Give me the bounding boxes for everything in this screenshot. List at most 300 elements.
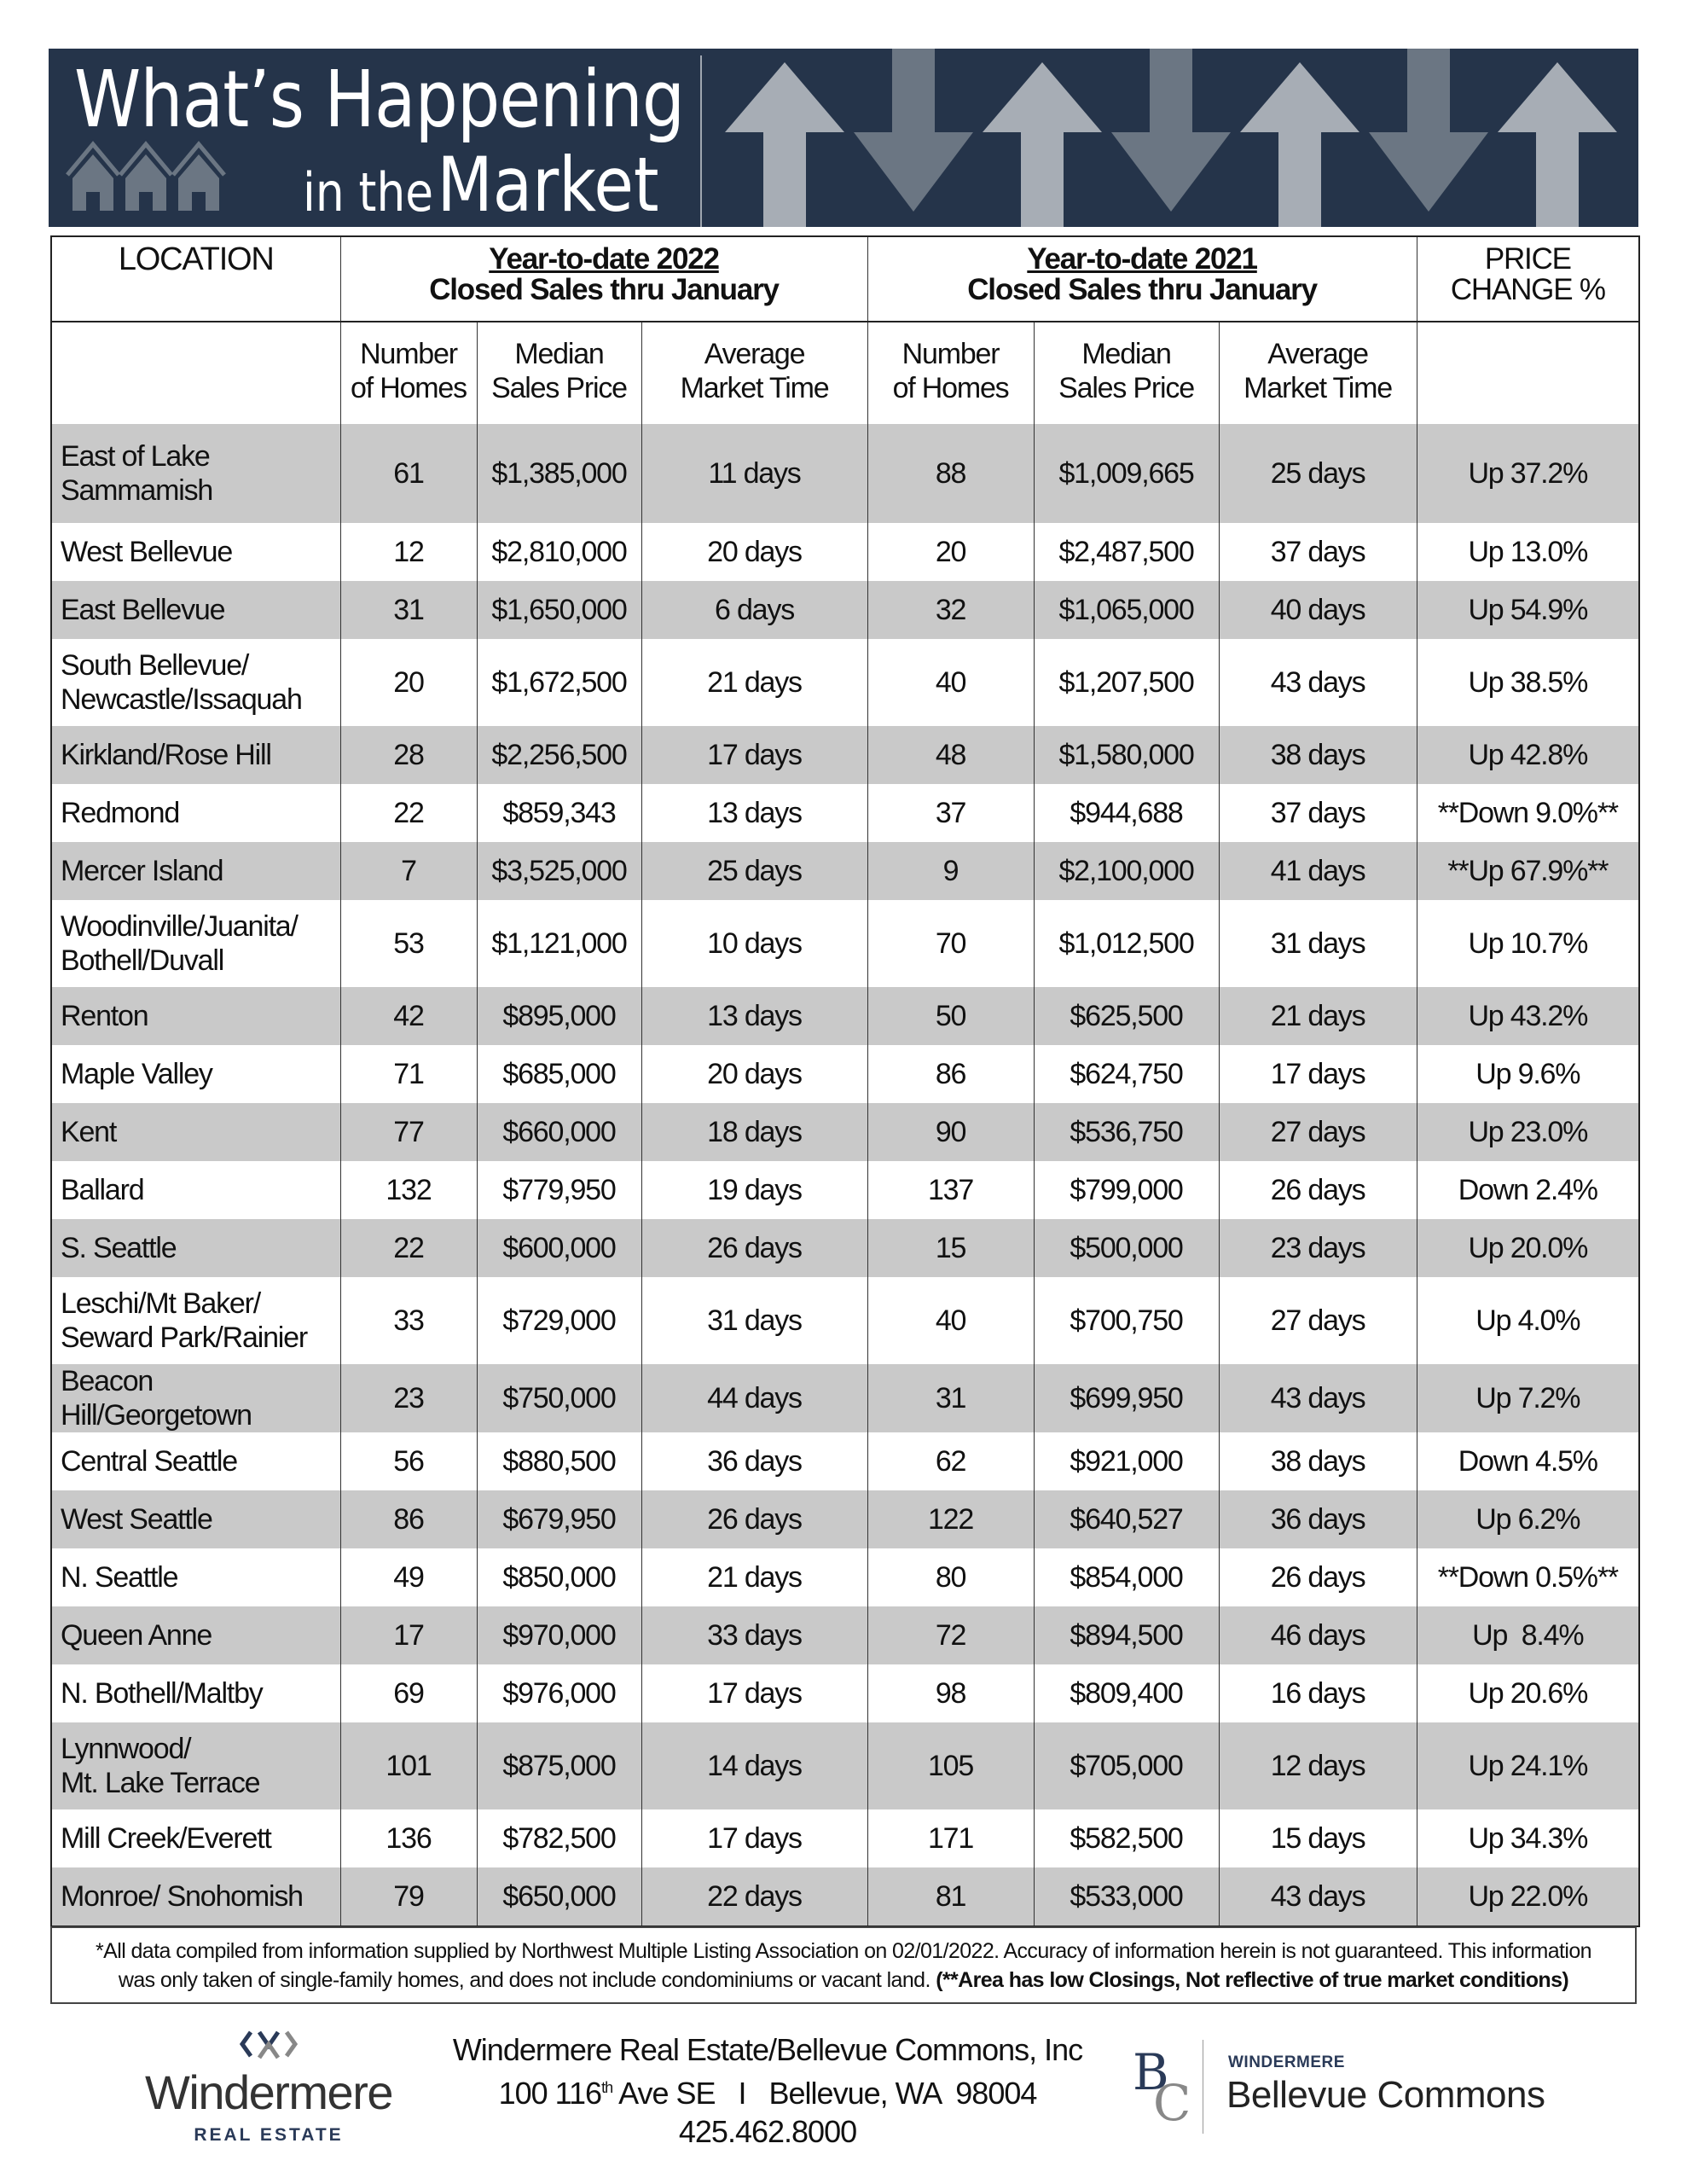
cell-homes-2021: 50	[867, 987, 1034, 1045]
cell-price-change: Up 22.0%	[1417, 1867, 1639, 1926]
banner-subtitle-small: in the	[303, 161, 434, 224]
header-ytd-2022	[340, 236, 867, 322]
table-row	[51, 1161, 1639, 1219]
bc-brand: WINDERMERE	[1228, 2053, 1345, 2071]
subheader-average-market-time-2022-line: Market Time	[680, 371, 829, 404]
disclaimer-line-2-bold: (**Area has low Closings, Not reflective of true market conditions)	[936, 1968, 1569, 1992]
windermere-real-estate: REAL ESTATE	[194, 2125, 344, 2145]
cell-median-price-2022: $970,000	[477, 1606, 641, 1664]
cell-market-time-2021: 36 days	[1219, 1490, 1417, 1548]
cell-homes-2021: 98	[867, 1664, 1034, 1722]
location-line: East Bellevue	[61, 594, 225, 626]
location-line: Beacon Hill/Georgetown	[61, 1365, 252, 1432]
cell-median-price-2021: $536,750	[1034, 1103, 1219, 1161]
arrow-down-icon	[1111, 49, 1231, 212]
windermere-w-icon	[239, 2029, 299, 2063]
table-row	[51, 424, 1639, 523]
cell-homes-2022: 71	[340, 1045, 477, 1103]
cell-market-time-2021: 12 days	[1219, 1722, 1417, 1809]
location-line: West Seattle	[61, 1503, 212, 1536]
cell-market-time-2022: 44 days	[641, 1364, 867, 1432]
cell-median-price-2022: $976,000	[477, 1664, 641, 1722]
header-location: LOCATION	[51, 236, 340, 322]
cell-median-price-2022: $850,000	[477, 1548, 641, 1606]
cell-homes-2022: 77	[340, 1103, 477, 1161]
cell-market-time-2021: 46 days	[1219, 1606, 1417, 1664]
cell-median-price-2021: $2,487,500	[1034, 523, 1219, 581]
cell-price-change: Up 23.0%	[1417, 1103, 1639, 1161]
cell-market-time-2021: 16 days	[1219, 1664, 1417, 1722]
location-line: East of Lake	[61, 440, 210, 473]
cell-location	[51, 1219, 340, 1277]
cell-market-time-2022: 17 days	[641, 1664, 867, 1722]
cell-homes-2021: 31	[867, 1364, 1034, 1432]
banner-subtitle	[303, 141, 659, 227]
subheader-number-of-homes-2022-line: Number	[360, 337, 457, 370]
banner-subtitle-big: Market	[437, 141, 659, 227]
cell-market-time-2021: 23 days	[1219, 1219, 1417, 1277]
cell-location	[51, 1664, 340, 1722]
cell-median-price-2022: $859,343	[477, 784, 641, 842]
cell-market-time-2021: 27 days	[1219, 1277, 1417, 1364]
subheader-average-market-time-2021-line: Market Time	[1244, 371, 1392, 404]
cell-market-time-2022: 18 days	[641, 1103, 867, 1161]
cell-market-time-2021: 26 days	[1219, 1548, 1417, 1606]
cell-homes-2021: 86	[867, 1045, 1034, 1103]
cell-location	[51, 1432, 340, 1490]
arrow-up-icon	[1240, 62, 1359, 227]
cell-median-price-2022: $782,500	[477, 1809, 641, 1867]
cell-price-change: **Down 9.0%**	[1417, 784, 1639, 842]
arrow-up-icon	[983, 62, 1102, 227]
cell-market-time-2022: 11 days	[641, 424, 867, 523]
house-icon	[173, 144, 224, 211]
office-phone: 425.462.8000	[678, 2114, 857, 2149]
location-line: Ballard	[61, 1174, 144, 1206]
cell-median-price-2021: $625,500	[1034, 987, 1219, 1045]
cell-median-price-2022: $600,000	[477, 1219, 641, 1277]
table-row	[51, 1103, 1639, 1161]
cell-market-time-2021: 15 days	[1219, 1809, 1417, 1867]
cell-market-time-2021: 43 days	[1219, 1867, 1417, 1926]
cell-location	[51, 900, 340, 987]
table-row	[51, 1664, 1639, 1722]
cell-homes-2022: 28	[340, 726, 477, 784]
table-row	[51, 784, 1639, 842]
cell-homes-2021: 122	[867, 1490, 1034, 1548]
cell-price-change: Up 20.0%	[1417, 1219, 1639, 1277]
disclaimer-line-1: *All data compiled from information supplied by Northwest Multiple Listing Association on 02/01/2022. Accuracy of information herein is not guaranteed. This information	[96, 1939, 1591, 1963]
cell-location	[51, 1045, 340, 1103]
cell-median-price-2021: $809,400	[1034, 1664, 1219, 1722]
cell-median-price-2022: $2,256,500	[477, 726, 641, 784]
table-row	[51, 842, 1639, 900]
cell-homes-2021: 20	[867, 523, 1034, 581]
cell-homes-2022: 12	[340, 523, 477, 581]
table-row	[51, 1432, 1639, 1490]
cell-price-change: Up 34.3%	[1417, 1809, 1639, 1867]
subheader-number-of-homes-2021-line: of Homes	[892, 371, 1009, 404]
cell-homes-2022: 17	[340, 1606, 477, 1664]
location-line: Bothell/Duvall	[61, 944, 224, 977]
cell-price-change: Up 54.9%	[1417, 581, 1639, 639]
cell-price-change: Up 13.0%	[1417, 523, 1639, 581]
cell-homes-2021: 15	[867, 1219, 1034, 1277]
cell-location	[51, 987, 340, 1045]
cell-homes-2022: 49	[340, 1548, 477, 1606]
arrow-up-icon	[725, 62, 844, 227]
location-line: Kent	[61, 1116, 117, 1148]
subheader-average-market-time-2022	[641, 322, 867, 424]
cell-location	[51, 1548, 340, 1606]
table-row	[51, 581, 1639, 639]
cell-homes-2021: 171	[867, 1809, 1034, 1867]
cell-median-price-2022: $650,000	[477, 1867, 641, 1926]
location-line: West Bellevue	[61, 536, 233, 568]
subheader-median-sales-price-2021-line: Sales Price	[1058, 371, 1194, 404]
cell-price-change: Up 8.4%	[1417, 1606, 1639, 1664]
table-row	[51, 1364, 1639, 1432]
cell-market-time-2022: 26 days	[641, 1490, 867, 1548]
table-row	[51, 1277, 1639, 1364]
subheader-average-market-time-2021	[1219, 322, 1417, 424]
location-line: Kirkland/Rose Hill	[61, 739, 271, 771]
cell-price-change: Up 38.5%	[1417, 639, 1639, 726]
cell-market-time-2022: 26 days	[641, 1219, 867, 1277]
header-ytd-2021-title: Year-to-date 2021	[1027, 242, 1257, 276]
cell-market-time-2022: 31 days	[641, 1277, 867, 1364]
cell-market-time-2022: 10 days	[641, 900, 867, 987]
cell-market-time-2022: 20 days	[641, 523, 867, 581]
subheader-location-blank	[51, 322, 340, 424]
cell-homes-2022: 33	[340, 1277, 477, 1364]
location-line: Redmond	[61, 797, 180, 829]
cell-homes-2021: 70	[867, 900, 1034, 987]
location-line: South Bellevue/	[61, 649, 249, 682]
street-rest: Ave SE I Bellevue, WA 98004	[612, 2076, 1037, 2111]
cell-market-time-2021: 21 days	[1219, 987, 1417, 1045]
cell-location	[51, 1809, 340, 1867]
cell-homes-2021: 40	[867, 1277, 1034, 1364]
cell-homes-2021: 9	[867, 842, 1034, 900]
office-street	[443, 2069, 1092, 2112]
cell-homes-2021: 32	[867, 581, 1034, 639]
table-row	[51, 1219, 1639, 1277]
cell-median-price-2022: $1,385,000	[477, 424, 641, 523]
location-line: Mercer Island	[61, 855, 223, 887]
location-line: Maple Valley	[61, 1058, 212, 1090]
arrow-down-icon	[854, 49, 973, 212]
cell-price-change: Up 6.2%	[1417, 1490, 1639, 1548]
cell-market-time-2021: 25 days	[1219, 424, 1417, 523]
cell-median-price-2021: $894,500	[1034, 1606, 1219, 1664]
cell-homes-2022: 101	[340, 1722, 477, 1809]
cell-homes-2022: 22	[340, 1219, 477, 1277]
cell-market-time-2022: 21 days	[641, 1548, 867, 1606]
subheader-number-of-homes-2021	[867, 322, 1034, 424]
cell-price-change: Up 10.7%	[1417, 900, 1639, 987]
cell-median-price-2022: $1,672,500	[477, 639, 641, 726]
cell-median-price-2021: $700,750	[1034, 1277, 1219, 1364]
cell-market-time-2022: 36 days	[641, 1432, 867, 1490]
cell-market-time-2022: 25 days	[641, 842, 867, 900]
cell-price-change: Up 42.8%	[1417, 726, 1639, 784]
cell-location	[51, 424, 340, 523]
cell-median-price-2022: $880,500	[477, 1432, 641, 1490]
cell-market-time-2022: 17 days	[641, 1809, 867, 1867]
subheader-median-sales-price-2022-line: Median	[514, 337, 604, 370]
cell-homes-2021: 90	[867, 1103, 1034, 1161]
location-line: Queen Anne	[61, 1619, 212, 1652]
cell-median-price-2022: $2,810,000	[477, 523, 641, 581]
location-line: Central Seattle	[61, 1445, 237, 1478]
table-row	[51, 639, 1639, 726]
cell-median-price-2022: $779,950	[477, 1161, 641, 1219]
cell-median-price-2022: $685,000	[477, 1045, 641, 1103]
cell-price-change: Up 37.2%	[1417, 424, 1639, 523]
house-icon	[120, 144, 171, 211]
cell-median-price-2022: $679,950	[477, 1490, 641, 1548]
cell-median-price-2022: $750,000	[477, 1364, 641, 1432]
header-ytd-2021	[867, 236, 1417, 322]
cell-homes-2022: 69	[340, 1664, 477, 1722]
cell-median-price-2022: $895,000	[477, 987, 641, 1045]
cell-location	[51, 784, 340, 842]
header-ytd-2022-title: Year-to-date 2022	[489, 242, 719, 276]
cell-market-time-2021: 26 days	[1219, 1161, 1417, 1219]
cell-median-price-2022: $660,000	[477, 1103, 641, 1161]
cell-homes-2021: 88	[867, 424, 1034, 523]
table-row	[51, 1548, 1639, 1606]
table-body	[51, 424, 1639, 1926]
cell-homes-2021: 105	[867, 1722, 1034, 1809]
arrow-down-icon	[1369, 49, 1488, 212]
table-row	[51, 987, 1639, 1045]
cell-price-change: Up 4.0%	[1417, 1277, 1639, 1364]
house-icon	[67, 144, 119, 211]
location-line: Monroe/ Snohomish	[61, 1880, 303, 1913]
table-row	[51, 1809, 1639, 1867]
cell-price-change: **Up 67.9%**	[1417, 842, 1639, 900]
cell-median-price-2021: $640,527	[1034, 1490, 1219, 1548]
cell-market-time-2022: 22 days	[641, 1867, 867, 1926]
cell-market-time-2022: 13 days	[641, 987, 867, 1045]
subheader-number-of-homes-2021-line: Number	[901, 337, 1000, 370]
cell-location	[51, 639, 340, 726]
subheader-median-sales-price-2021-line: Median	[1081, 337, 1171, 370]
cell-median-price-2022: $1,650,000	[477, 581, 641, 639]
cell-median-price-2022: $729,000	[477, 1277, 641, 1364]
banner-title: What’s Happening	[74, 54, 685, 145]
table-row	[51, 1606, 1639, 1664]
cell-price-change: **Down 0.5%**	[1417, 1548, 1639, 1606]
bc-name: Bellevue Commons	[1226, 2074, 1545, 2116]
cell-price-change: Down 2.4%	[1417, 1161, 1639, 1219]
cell-price-change: Down 4.5%	[1417, 1432, 1639, 1490]
subheader-median-sales-price-2021	[1034, 322, 1219, 424]
cell-market-time-2021: 37 days	[1219, 523, 1417, 581]
cell-median-price-2021: $1,207,500	[1034, 639, 1219, 726]
cell-location	[51, 523, 340, 581]
table-row	[51, 1490, 1639, 1548]
cell-market-time-2022: 6 days	[641, 581, 867, 639]
cell-median-price-2021: $2,100,000	[1034, 842, 1219, 900]
cell-homes-2022: 31	[340, 581, 477, 639]
cell-market-time-2021: 27 days	[1219, 1103, 1417, 1161]
subheader-number-of-homes-2022	[340, 322, 477, 424]
cell-homes-2022: 132	[340, 1161, 477, 1219]
cell-market-time-2021: 38 days	[1219, 1432, 1417, 1490]
cell-market-time-2022: 17 days	[641, 726, 867, 784]
header-ytd-2022-sub: Closed Sales thru January	[429, 273, 779, 306]
cell-market-time-2022: 19 days	[641, 1161, 867, 1219]
header-ytd-2021-sub: Closed Sales thru January	[967, 273, 1317, 306]
cell-location	[51, 581, 340, 639]
cell-location	[51, 1161, 340, 1219]
cell-homes-2021: 48	[867, 726, 1034, 784]
cell-median-price-2021: $921,000	[1034, 1432, 1219, 1490]
cell-market-time-2022: 33 days	[641, 1606, 867, 1664]
cell-median-price-2022: $875,000	[477, 1722, 641, 1809]
windermere-logo	[128, 2029, 409, 2146]
table-subheader-row	[51, 322, 1639, 424]
street-suffix: th	[601, 2079, 613, 2096]
office-address	[443, 2030, 1092, 2151]
bc-monogram-b: B	[1133, 2043, 1169, 2101]
table-row	[51, 1722, 1639, 1809]
cell-median-price-2021: $1,580,000	[1034, 726, 1219, 784]
table-row	[51, 1045, 1639, 1103]
cell-market-time-2022: 14 days	[641, 1722, 867, 1809]
cell-market-time-2021: 43 days	[1219, 639, 1417, 726]
windermere-wordmark: Windermere	[145, 2065, 392, 2119]
cell-homes-2022: 86	[340, 1490, 477, 1548]
disclaimer-line-2-text: was only taken of single-family homes, and does not include condominiums or vacant land.	[118, 1968, 930, 1992]
table-row	[51, 523, 1639, 581]
location-line: Mill Creek/Everett	[61, 1822, 271, 1855]
cell-homes-2021: 81	[867, 1867, 1034, 1926]
market-table	[50, 235, 1638, 1927]
cell-median-price-2021: $944,688	[1034, 784, 1219, 842]
cell-median-price-2021: $533,000	[1034, 1867, 1219, 1926]
cell-median-price-2021: $582,500	[1034, 1809, 1219, 1867]
cell-homes-2021: 72	[867, 1606, 1034, 1664]
cell-location	[51, 1103, 340, 1161]
cell-homes-2022: 79	[340, 1867, 477, 1926]
header-price-change	[1417, 236, 1639, 322]
header-price-change-2: CHANGE %	[1450, 273, 1605, 306]
location-line: N. Seattle	[61, 1561, 178, 1594]
location-line: Seward Park/Rainier	[61, 1321, 307, 1354]
cell-homes-2021: 37	[867, 784, 1034, 842]
cell-median-price-2021: $1,065,000	[1034, 581, 1219, 639]
location-line: Lynnwood/	[61, 1733, 191, 1765]
header-price-change-1: PRICE	[1484, 242, 1571, 276]
cell-homes-2022: 56	[340, 1432, 477, 1490]
disclaimer-note	[50, 1926, 1637, 2004]
cell-location	[51, 1364, 340, 1432]
cell-homes-2021: 62	[867, 1432, 1034, 1490]
subheader-average-market-time-2021-line: Average	[1267, 337, 1368, 370]
cell-location	[51, 1277, 340, 1364]
subheader-number-of-homes-2022-line: of Homes	[351, 371, 467, 404]
cell-price-change: Up 9.6%	[1417, 1045, 1639, 1103]
cell-location	[51, 1606, 340, 1664]
cell-market-time-2021: 41 days	[1219, 842, 1417, 900]
subheader-price-change-blank	[1417, 322, 1639, 424]
location-line: S. Seattle	[61, 1232, 177, 1264]
location-line: N. Bothell/Maltby	[61, 1677, 263, 1710]
cell-median-price-2021: $854,000	[1034, 1548, 1219, 1606]
cell-location	[51, 1722, 340, 1809]
cell-homes-2022: 20	[340, 639, 477, 726]
cell-median-price-2021: $1,012,500	[1034, 900, 1219, 987]
cell-market-time-2021: 40 days	[1219, 581, 1417, 639]
cell-homes-2021: 80	[867, 1548, 1034, 1606]
table-row	[51, 726, 1639, 784]
subheader-average-market-time-2022-line: Average	[704, 337, 805, 370]
cell-median-price-2021: $699,950	[1034, 1364, 1219, 1432]
cell-homes-2022: 22	[340, 784, 477, 842]
street-number: 100 116	[498, 2076, 602, 2111]
location-line: Sammamish	[61, 474, 213, 507]
location-line: Woodinville/Juanita/	[61, 910, 298, 943]
cell-homes-2022: 53	[340, 900, 477, 987]
cell-median-price-2021: $624,750	[1034, 1045, 1219, 1103]
location-line: Newcastle/Issaquah	[61, 683, 302, 716]
cell-homes-2022: 42	[340, 987, 477, 1045]
cell-market-time-2022: 21 days	[641, 639, 867, 726]
cell-price-change: Up 24.1%	[1417, 1722, 1639, 1809]
cell-price-change: Up 43.2%	[1417, 987, 1639, 1045]
cell-price-change: Up 7.2%	[1417, 1364, 1639, 1432]
cell-median-price-2021: $500,000	[1034, 1219, 1219, 1277]
table-row	[51, 900, 1639, 987]
location-line: Renton	[61, 1000, 148, 1032]
cell-location	[51, 1490, 340, 1548]
disclaimer-line-2	[52, 1966, 1635, 1995]
subheader-median-sales-price-2022-line: Sales Price	[491, 371, 627, 404]
cell-market-time-2022: 20 days	[641, 1045, 867, 1103]
banner	[49, 49, 1638, 227]
office-name: Windermere Real Estate/Bellevue Commons, Inc	[452, 2032, 1083, 2067]
location-line: Leschi/Mt Baker/	[61, 1287, 261, 1320]
cell-location	[51, 842, 340, 900]
table-header-row	[51, 236, 1639, 322]
cell-market-time-2021: 37 days	[1219, 784, 1417, 842]
cell-homes-2022: 7	[340, 842, 477, 900]
cell-median-price-2021: $799,000	[1034, 1161, 1219, 1219]
cell-market-time-2021: 31 days	[1219, 900, 1417, 987]
cell-homes-2021: 40	[867, 639, 1034, 726]
subheader-median-sales-price-2022	[477, 322, 641, 424]
bc-monogram-c: C	[1153, 2074, 1191, 2132]
cell-homes-2021: 137	[867, 1161, 1034, 1219]
cell-median-price-2022: $1,121,000	[477, 900, 641, 987]
cell-location	[51, 726, 340, 784]
arrow-up-icon	[1498, 62, 1617, 227]
cell-market-time-2022: 13 days	[641, 784, 867, 842]
cell-homes-2022: 136	[340, 1809, 477, 1867]
cell-market-time-2021: 43 days	[1219, 1364, 1417, 1432]
cell-homes-2022: 23	[340, 1364, 477, 1432]
cell-location	[51, 1867, 340, 1926]
cell-price-change: Up 20.6%	[1417, 1664, 1639, 1722]
cell-market-time-2021: 38 days	[1219, 726, 1417, 784]
table-row	[51, 1867, 1639, 1926]
cell-median-price-2022: $3,525,000	[477, 842, 641, 900]
cell-median-price-2021: $705,000	[1034, 1722, 1219, 1809]
